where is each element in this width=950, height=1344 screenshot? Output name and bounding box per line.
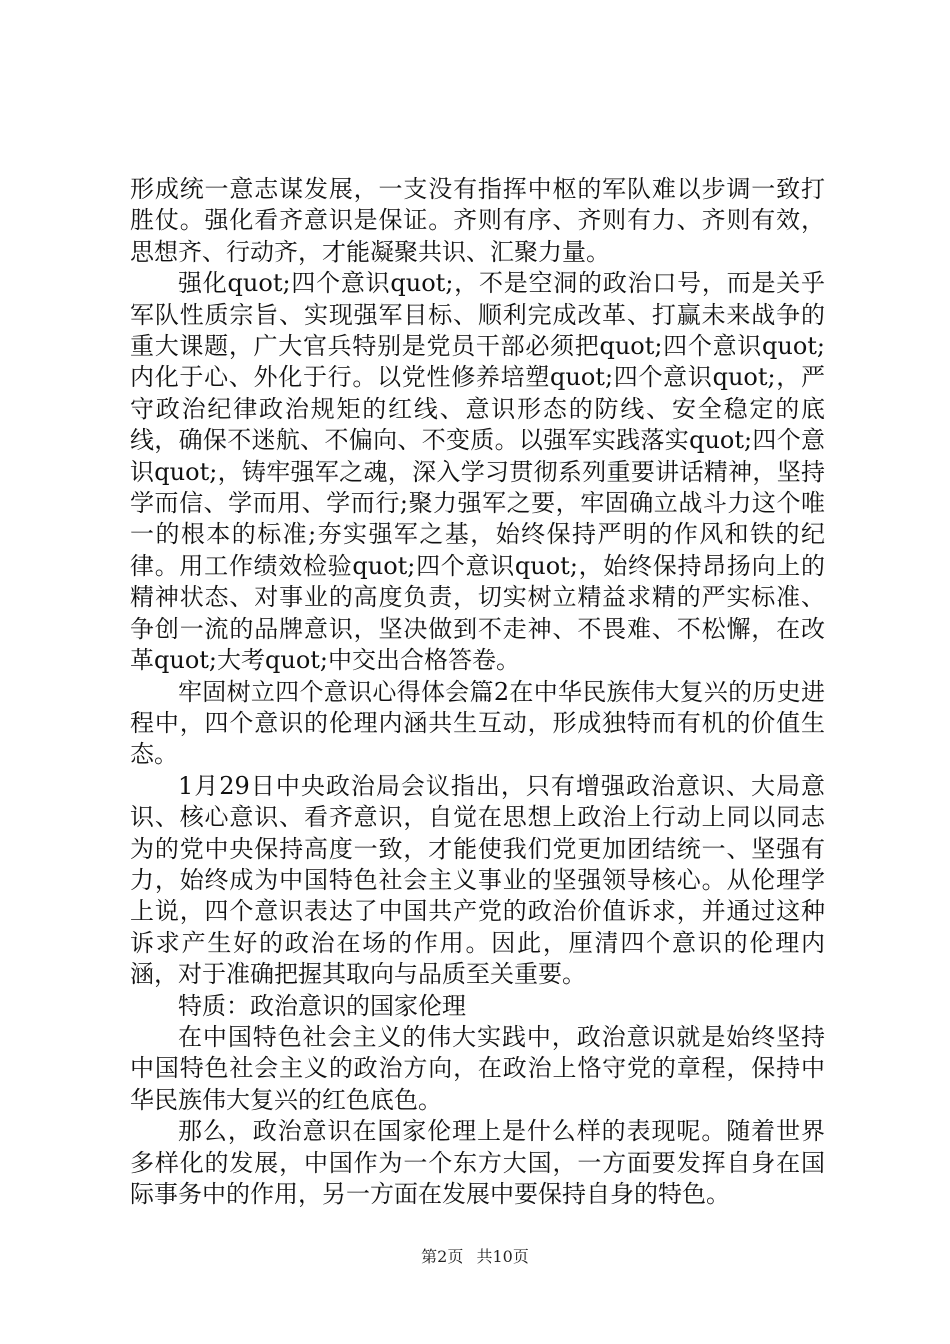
page-number-total: 共10页 bbox=[476, 1247, 529, 1266]
paragraph-5: 在中国特色社会主义的伟大实践中，政治意识就是始终坚持中国特色社会主义的政治方向，在政治上恪守党的章程，保持中华民族伟大复兴的红色底色。 bbox=[130, 1022, 825, 1114]
paragraph-6: 那么，政治意识在国家伦理上是什么样的表现呢。随着世界多样化的发展，中国作为一个东方大国，一方面要发挥自身在国际事务中的作用，另一方面在发展中要保持自身的特色。 bbox=[130, 1117, 825, 1208]
paragraph-1: 形成统一意志谋发展，一支没有指挥中枢的军队难以步调一致打胜仗。强化看齐意识是保证。齐则有序、齐则有力、齐则有效，思想齐、行动齐，才能凝聚共识、汇聚力量。 bbox=[130, 175, 825, 266]
page-footer bbox=[0, 1244, 950, 1267]
paragraph-2: 强化quot;四个意识quot;，不是空洞的政治口号，而是关乎军队性质宗旨、实现强军目标、顺利完成改革、打赢未来战争的重大课题，广大官兵特别是党员干部必须把quot;四个意识quot;内化于心、外化于行。以党性修养培塑quot;四个意识quot;，严守政治纪律政治规矩的红线、意识形态的防线、安全稳定的底线，确保不迷航、不偏向、不变质。以强军实践落实quot;四个意识quot;，铸牢强军之魂，深入学习贯彻系列重要讲话精神，坚持学而信、学而用、学而行;聚力强军之要，牢固确立战斗力这个唯一的根本的标准;夯实强军之基，始终保持严明的作风和铁的纪律。用工作绩效检验quot;四个意识quot;，始终保持昂扬向上的精神状态、对事业的高度负责，切实树立精益求精的严实标准、争创一流的品牌意识，坚决做到不走神、不畏难、不松懈，在改革quot;大考quot;中交出合格答卷。 bbox=[130, 269, 825, 675]
section-heading: 特质：政治意识的国家伦理 bbox=[178, 991, 466, 1020]
document-body bbox=[130, 174, 825, 1210]
paragraph-4: 1月29日中央政治局会议指出，只有增强政治意识、大局意识、核心意识、看齐意识，自觉在思想上政治上行动上同以同志为的党中央保持高度一致，才能使我们党更加团结统一、坚强有力，始终成为中国特色社会主义事业的坚强领导核心。从伦理学上说，四个意识表达了中国共产党的政治价值诉求，并通过这种诉求产生好的政治在场的作用。因此，厘清四个意识的伦理内涵，对于准确把握其取向与品质至关重要。 bbox=[130, 771, 825, 989]
paragraph-3: 牢固树立四个意识心得体会篇2在中华民族伟大复兴的历史进程中，四个意识的伦理内涵共生互动，形成独特而有机的价值生态。 bbox=[130, 677, 825, 769]
page-number-current: 第2页 bbox=[421, 1247, 464, 1266]
